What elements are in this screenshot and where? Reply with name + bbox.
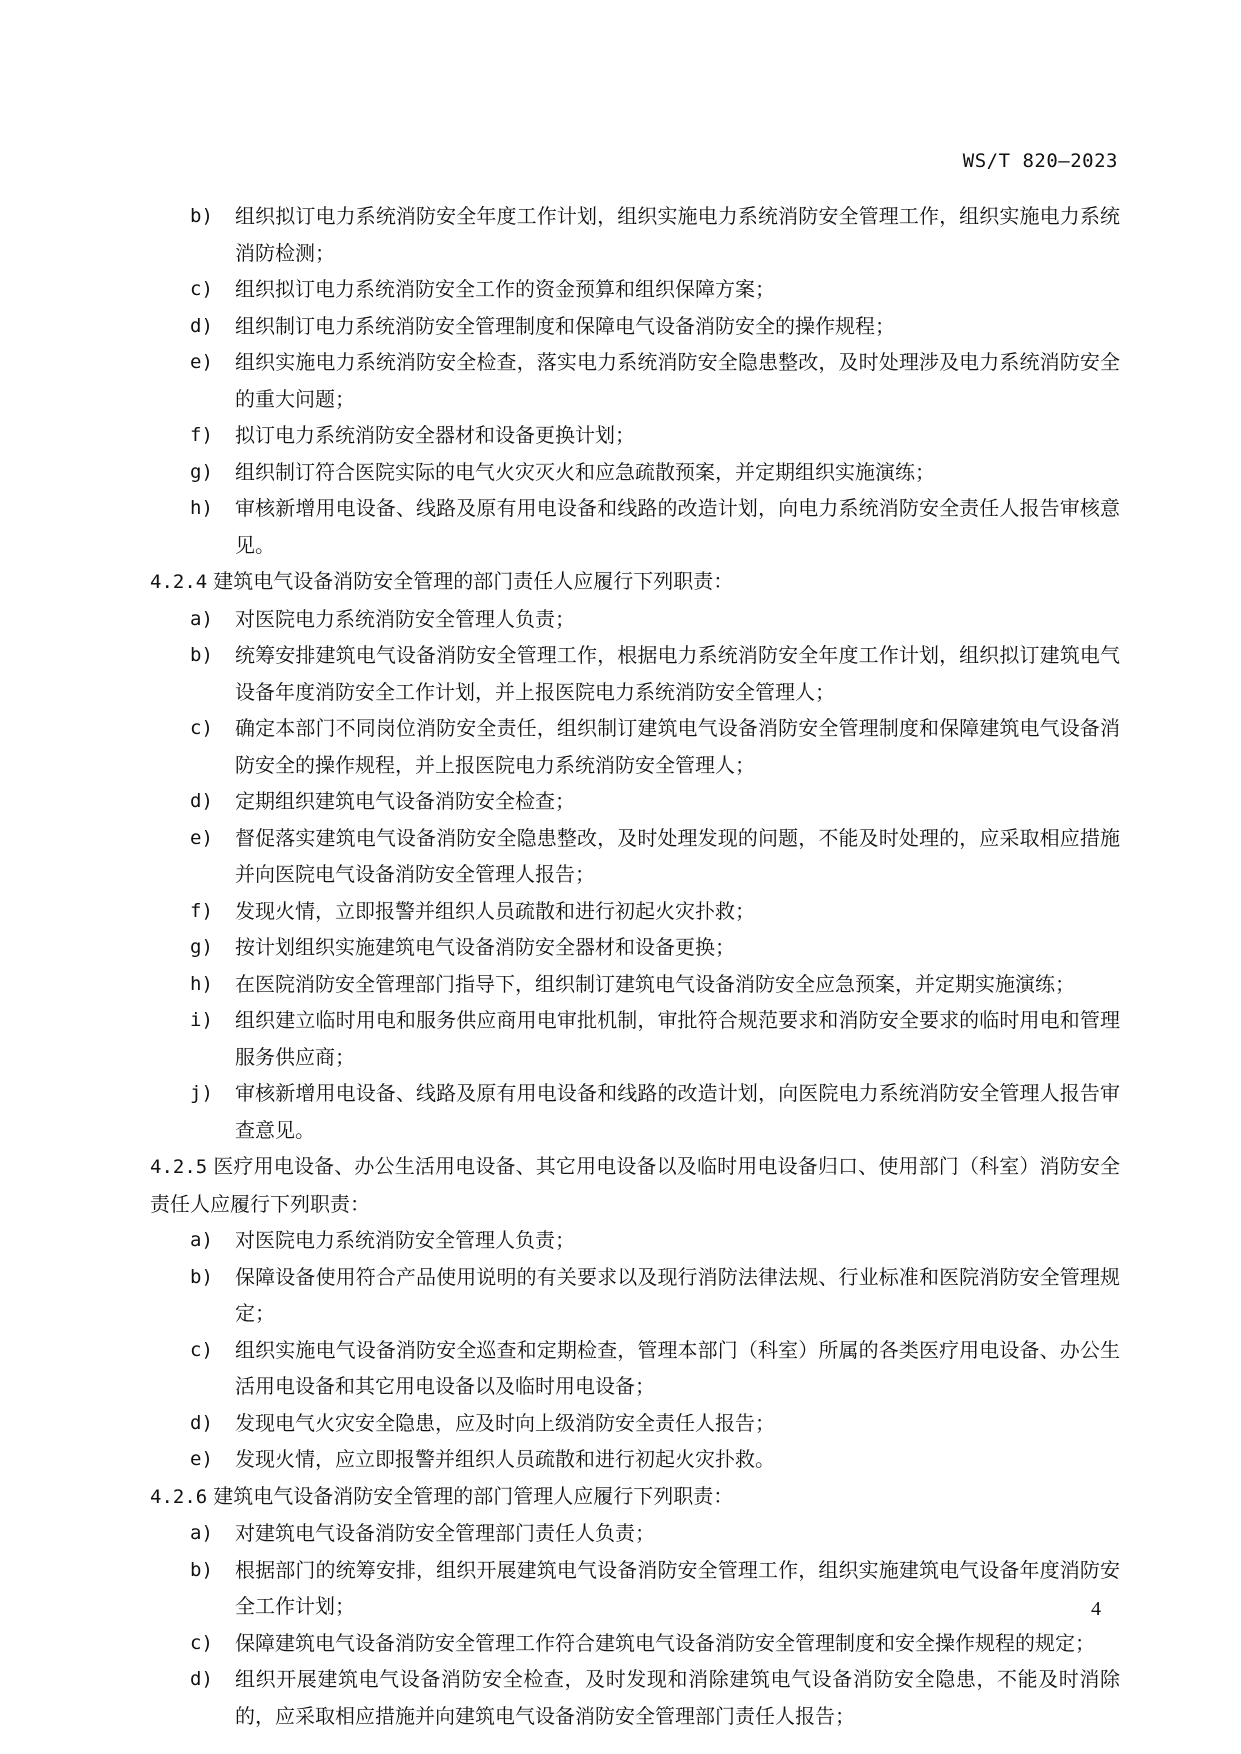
list-item bbox=[150, 1222, 1120, 1259]
list-marker: e) bbox=[190, 826, 213, 849]
list-item-text: 审核新增用电设备、线路及原有用电设备和线路的改造计划，向电力系统消防安全责任人报告审核意见。 bbox=[235, 496, 1120, 557]
list-item-text: 统筹安排建筑电气设备消防安全管理工作，根据电力系统消防安全年度工作计划，组织拟订建筑电气设备年度消防安全工作计划，并上报医院电力系统消防安全管理人； bbox=[235, 643, 1120, 704]
list-item bbox=[150, 893, 1120, 930]
list-item-text: 组织拟订电力系统消防安全年度工作计划，组织实施电力系统消防安全管理工作，组织实施电力系统消防检测； bbox=[235, 204, 1120, 265]
list-item-text: 组织制订符合医院实际的电气火灾灭火和应急疏散预案，并定期组织实施演练； bbox=[235, 459, 935, 484]
list-item-text: 对医院电力系统消防安全管理人负责； bbox=[235, 606, 575, 631]
list-item bbox=[150, 966, 1120, 1003]
list-item bbox=[150, 1332, 1120, 1405]
list-marker: c) bbox=[190, 1631, 213, 1654]
list-item bbox=[150, 1405, 1120, 1442]
list-marker: g) bbox=[190, 936, 213, 958]
list-item-text: 保障设备使用符合产品使用说明的有关要求以及现行消防法律法规、行业标准和医院消防安全管理规定； bbox=[235, 1264, 1120, 1325]
list-marker: j) bbox=[190, 1082, 213, 1104]
list-item-text: 发现电气火灾安全隐患，应及时向上级消防安全责任人报告； bbox=[235, 1410, 775, 1435]
list-marker: b) bbox=[190, 1558, 213, 1581]
list-item-text: 保障建筑电气设备消防安全管理工作符合建筑电气设备消防安全管理制度和安全操作规程的规定； bbox=[235, 1630, 1095, 1655]
list-item bbox=[150, 601, 1120, 638]
list-item-text: 定期组织建筑电气设备消防安全检查； bbox=[235, 789, 575, 813]
document-body bbox=[150, 198, 1120, 1734]
list-item-text: 组织建立临时用电和服务供应商用电审批机制，审批符合规范要求和消防安全要求的临时用电和管理服务供应商； bbox=[235, 1008, 1120, 1069]
list-item-text: 组织实施电力系统消防安全检查，落实电力系统消防安全隐患整改，及时处理涉及电力系统消防安全的重大问题； bbox=[235, 350, 1120, 411]
list-item bbox=[150, 1441, 1120, 1478]
clause-number: 4.2.5 bbox=[150, 1156, 208, 1178]
clause-4-2-5-list bbox=[150, 1222, 1120, 1478]
clause-number: 4.2.6 bbox=[150, 1485, 208, 1508]
list-marker: e) bbox=[190, 351, 213, 373]
list-item bbox=[150, 344, 1120, 417]
list-item-text: 确定本部门不同岗位消防安全责任，组织制订建筑电气设备消防安全管理制度和保障建筑电气设备消防安全的操作规程，并上报医院电力系统消防安全管理人； bbox=[235, 716, 1120, 777]
list-item-text: 拟订电力系统消防安全器材和设备更换计划； bbox=[235, 423, 635, 447]
clause-4-2-4-heading bbox=[150, 563, 1120, 601]
list-marker: b) bbox=[190, 644, 213, 666]
list-marker: c) bbox=[190, 1338, 213, 1361]
list-item bbox=[150, 198, 1120, 271]
clause-text: 建筑电气设备消防安全管理的部门责任人应履行下列职责： bbox=[213, 569, 734, 593]
list-marker: c) bbox=[190, 278, 213, 300]
list-item-text: 发现火情，应立即报警并组织人员疏散和进行初起火灾扑救。 bbox=[235, 1447, 775, 1471]
list-marker: d) bbox=[190, 1411, 213, 1434]
clause-4-2-4-list bbox=[150, 601, 1120, 1149]
list-marker: a) bbox=[190, 1229, 213, 1251]
list-item bbox=[150, 637, 1120, 710]
list-marker: d) bbox=[190, 1668, 213, 1690]
clause-text: 医疗用电设备、办公生活用电设备、其它用电设备以及临时用电设备归口、使用部门（科室）消防安全责任人应履行下列职责： bbox=[150, 1154, 1120, 1216]
clause-4-2-6-list bbox=[150, 1515, 1120, 1734]
clause-4-2-5-heading bbox=[150, 1148, 1120, 1222]
list-item bbox=[150, 1515, 1120, 1552]
list-marker: d) bbox=[190, 314, 213, 337]
list-item-text: 对医院电力系统消防安全管理人负责； bbox=[235, 1228, 575, 1252]
list-item bbox=[150, 820, 1120, 893]
list-marker: h) bbox=[190, 497, 213, 519]
list-item-text: 组织实施电气设备消防安全巡查和定期检查，管理本部门（科室）所属的各类医疗用电设备、办公生活用电设备和其它用电设备以及临时用电设备； bbox=[235, 1337, 1120, 1398]
list-item bbox=[150, 271, 1120, 308]
list-item bbox=[150, 1552, 1120, 1625]
list-item bbox=[150, 929, 1120, 966]
list-marker: b) bbox=[190, 1265, 213, 1288]
list-item-text: 在医院消防安全管理部门指导下，组织制订建筑电气设备消防安全应急预案，并定期实施演练； bbox=[235, 971, 1075, 996]
page-number: 4 bbox=[1091, 1598, 1101, 1620]
list-marker: c) bbox=[190, 717, 213, 739]
list-item bbox=[150, 1661, 1120, 1734]
list-item bbox=[150, 490, 1120, 563]
list-marker: b) bbox=[190, 205, 213, 227]
list-marker: f) bbox=[190, 424, 213, 446]
clause-4-2-6-heading bbox=[150, 1478, 1120, 1516]
clause-text: 建筑电气设备消防安全管理的部门管理人应履行下列职责： bbox=[213, 1483, 734, 1508]
list-marker: a) bbox=[190, 607, 213, 630]
list-item bbox=[150, 1075, 1120, 1148]
list-item-text: 组织制订电力系统消防安全管理制度和保障电气设备消防安全的操作规程； bbox=[235, 313, 895, 338]
list-item-text: 按计划组织实施建筑电气设备消防安全器材和设备更换； bbox=[235, 935, 735, 959]
list-item-text: 对建筑电气设备消防安全管理部门责任人负责； bbox=[235, 1521, 655, 1545]
list-marker: a) bbox=[190, 1522, 213, 1544]
list-item bbox=[150, 417, 1120, 454]
clause-number: 4.2.4 bbox=[150, 571, 208, 593]
list-item-text: 组织拟订电力系统消防安全工作的资金预算和组织保障方案； bbox=[235, 277, 775, 301]
list-item bbox=[150, 710, 1120, 783]
list-marker: g) bbox=[190, 460, 213, 483]
list-item bbox=[150, 308, 1120, 345]
list-item bbox=[150, 1259, 1120, 1332]
list-marker: i) bbox=[190, 1009, 213, 1031]
list-item-text: 根据部门的统筹安排，组织开展建筑电气设备消防安全管理工作，组织实施建筑电气设备年度消防安全工作计划； bbox=[235, 1557, 1120, 1618]
list-item bbox=[150, 1002, 1120, 1075]
list-item bbox=[150, 783, 1120, 820]
list-item-text: 发现火情，立即报警并组织人员疏散和进行初起火灾扑救； bbox=[235, 898, 755, 923]
list-item-text: 审核新增用电设备、线路及原有用电设备和线路的改造计划，向医院电力系统消防安全管理人报告审查意见。 bbox=[235, 1081, 1120, 1142]
list-marker: f) bbox=[190, 899, 213, 922]
list-item bbox=[150, 1625, 1120, 1662]
intro-list bbox=[150, 198, 1120, 563]
list-marker: d) bbox=[190, 790, 213, 812]
list-item bbox=[150, 454, 1120, 491]
list-item-text: 督促落实建筑电气设备消防安全隐患整改，及时处理发现的问题，不能及时处理的，应采取相应措施并向医院电气设备消防安全管理人报告； bbox=[235, 825, 1120, 886]
list-marker: e) bbox=[190, 1448, 213, 1470]
list-item-text: 组织开展建筑电气设备消防安全检查，及时发现和消除建筑电气设备消防安全隐患，不能及时消除的，应采取相应措施并向建筑电气设备消防安全管理部门责任人报告； bbox=[235, 1667, 1120, 1728]
list-marker: h) bbox=[190, 972, 213, 995]
standard-code: WS/T 820—2023 bbox=[962, 150, 1118, 172]
